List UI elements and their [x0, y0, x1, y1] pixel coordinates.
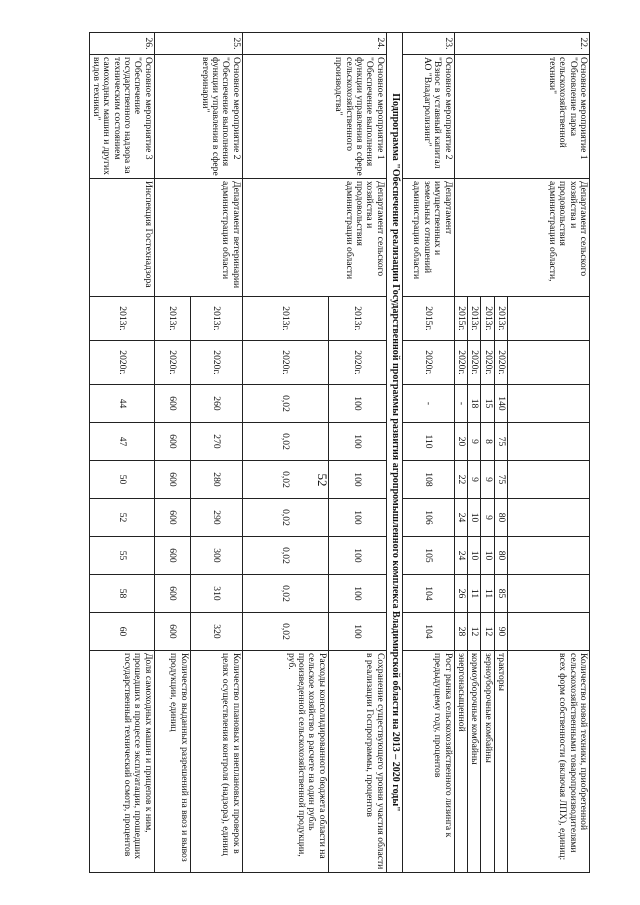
- indicator-value: 24: [454, 499, 467, 537]
- table-row: [508, 33, 590, 873]
- indicator-name: Количество новой техники, приобретенной сельскохозяйственными товаропроизводителями всех форм собственности (включая ЛПХ), единиц:: [508, 651, 590, 873]
- period-end: 2020г.: [89, 341, 154, 385]
- indicator-value: 11: [481, 575, 494, 613]
- period-end: 2020г.: [454, 341, 467, 385]
- indicator-value: 100: [328, 461, 386, 499]
- section-row: [386, 33, 402, 873]
- indicator-value: 320: [190, 613, 242, 651]
- indicator-value: [508, 575, 590, 613]
- event-name: Основное мероприятие 2 "Обеспечение выполнения функции управления в сфере ветеринарии": [154, 55, 242, 179]
- indicator-value: 0,02: [242, 537, 328, 575]
- row-number: 25.: [154, 33, 242, 55]
- indicator-name: зерноуборочные комбайны: [481, 651, 494, 873]
- indicator-value: 0,02: [242, 575, 328, 613]
- period-end: 2020г.: [494, 341, 507, 385]
- indicator-value: [508, 613, 590, 651]
- table-row: [402, 33, 454, 873]
- indicator-value: 600: [154, 423, 190, 461]
- row-number: 22.: [454, 33, 589, 55]
- indicator-value: 110: [402, 423, 454, 461]
- event-name: Основное мероприятие 2 "Взнос в уставный капитал АО "Владагролизинг": [402, 55, 454, 179]
- indicator-value: 108: [402, 461, 454, 499]
- indicator-value: 22: [454, 461, 467, 499]
- table-row: [328, 33, 386, 873]
- indicator-value: 0,02: [242, 461, 328, 499]
- indicator-value: 58: [89, 575, 154, 613]
- indicator-value: 75: [494, 423, 507, 461]
- period-end: 2020г.: [328, 341, 386, 385]
- indicator-value: [508, 499, 590, 537]
- row-number: 26.: [89, 33, 154, 55]
- indicator-value: 0,02: [242, 385, 328, 423]
- indicator-value: 310: [190, 575, 242, 613]
- indicator-value: 104: [402, 575, 454, 613]
- period-start: [508, 297, 590, 341]
- period-end: 2020г.: [242, 341, 328, 385]
- indicator-value: 600: [154, 537, 190, 575]
- indicator-value: 0,02: [242, 499, 328, 537]
- indicator-value: 8: [481, 423, 494, 461]
- indicator-value: 12: [467, 613, 480, 651]
- program-table: [89, 32, 590, 873]
- indicator-value: 20: [454, 423, 467, 461]
- indicator-value: 100: [328, 423, 386, 461]
- period-start: 2013г.: [154, 297, 190, 341]
- indicator-value: 9: [467, 461, 480, 499]
- indicator-value: 100: [328, 385, 386, 423]
- indicator-value: 10: [467, 499, 480, 537]
- period-start: 2015г.: [402, 297, 454, 341]
- period-start: 2013г.: [242, 297, 328, 341]
- indicator-value: 85: [494, 575, 507, 613]
- period-start: 2013г.: [89, 297, 154, 341]
- row-number: 23.: [402, 33, 454, 55]
- indicator-value: 80: [494, 537, 507, 575]
- period-start: 2015г.: [454, 297, 467, 341]
- indicator-value: 11: [467, 575, 480, 613]
- indicator-name: Количество выданных разрешений на ввоз и вывоз продукции, единиц: [154, 651, 190, 873]
- indicator-value: 47: [89, 423, 154, 461]
- indicator-value: 100: [328, 537, 386, 575]
- indicator-value: 260: [190, 385, 242, 423]
- indicator-value: 100: [328, 575, 386, 613]
- rotated-table-container: [50, 32, 590, 872]
- indicator-value: 106: [402, 499, 454, 537]
- indicator-name: энергонасыщенной: [454, 651, 467, 873]
- indicator-value: 9: [481, 499, 494, 537]
- table-row: [89, 33, 154, 873]
- indicator-value: [508, 537, 590, 575]
- indicator-value: 18: [467, 385, 480, 423]
- executor-name: Департамент сельского хозяйства и продовольствия администрации области,: [454, 179, 589, 297]
- indicator-value: 9: [481, 461, 494, 499]
- indicator-value: 90: [494, 613, 507, 651]
- page-number: 52: [315, 473, 330, 487]
- indicator-value: 0,02: [242, 613, 328, 651]
- indicator-value: 24: [454, 537, 467, 575]
- indicator-value: 80: [494, 499, 507, 537]
- period-end: [508, 341, 590, 385]
- indicator-value: 12: [481, 613, 494, 651]
- indicator-name: Сохранение существующего уровня участия области в реализации Госпрограммы, процентов: [328, 651, 386, 873]
- period-start: 2013г.: [190, 297, 242, 341]
- period-start: 2013г.: [328, 297, 386, 341]
- indicator-value: 10: [481, 537, 494, 575]
- indicator-value: [508, 423, 590, 461]
- executor-name: Инспекция Гостехнадзора: [89, 179, 154, 297]
- indicator-name: Доля самоходных машин и прицепов к ним, прошедших в процессе эксплуатации, прошедших государственный технический осмотр, процентов: [89, 651, 154, 873]
- indicator-value: 100: [328, 613, 386, 651]
- event-name: Основное мероприятие 1 "Обновление парка сельскохозяйственной техники": [454, 55, 589, 179]
- indicator-value: [508, 461, 590, 499]
- indicator-value: -: [402, 385, 454, 423]
- indicator-value: 104: [402, 613, 454, 651]
- indicator-value: 600: [154, 575, 190, 613]
- indicator-value: 28: [454, 613, 467, 651]
- indicator-name: Рост рынка сельскохозяйственного лизинга к предыдущему году, процентов: [402, 651, 454, 873]
- section-title: Подпрограмма "Обеспечение реализации Государственной программы развития агропромышленного комплекса Владимирской области на 2013 – 2020 годы": [386, 33, 402, 873]
- indicator-value: 105: [402, 537, 454, 575]
- indicator-value: 140: [494, 385, 507, 423]
- indicator-value: 50: [89, 461, 154, 499]
- period-start: 2013г.: [494, 297, 507, 341]
- period-end: 2020г.: [481, 341, 494, 385]
- event-name: Основное мероприятие 1 "Обеспечение выполнения функции управления в сфере сельскохозяйственного производства": [242, 55, 386, 179]
- indicator-name: Количество плановых и внеплановых проверок в целях осуществления контроля (надзора), единиц: [190, 651, 242, 873]
- indicator-value: 0,02: [242, 423, 328, 461]
- indicator-value: 280: [190, 461, 242, 499]
- indicator-value: 600: [154, 385, 190, 423]
- period-end: 2020г.: [402, 341, 454, 385]
- indicator-value: 44: [89, 385, 154, 423]
- event-name: Основное мероприятие 3 "Обеспечение государственного надзора за техническим состоянием самоходных машин и других видов техники": [89, 55, 154, 179]
- row-number: 24.: [242, 33, 386, 55]
- period-start: 2013г.: [467, 297, 480, 341]
- indicator-value: 300: [190, 537, 242, 575]
- indicator-value: 52: [89, 499, 154, 537]
- indicator-value: 270: [190, 423, 242, 461]
- indicator-name: тракторы: [494, 651, 507, 873]
- indicator-value: [508, 385, 590, 423]
- indicator-value: 26: [454, 575, 467, 613]
- indicator-value: -: [454, 385, 467, 423]
- period-end: 2020г.: [154, 341, 190, 385]
- indicator-value: 60: [89, 613, 154, 651]
- executor-name: Департамент ветеринарии администрации области: [154, 179, 242, 297]
- table-row: [190, 33, 242, 873]
- indicator-value: 600: [154, 461, 190, 499]
- indicator-value: 15: [481, 385, 494, 423]
- indicator-value: 9: [467, 423, 480, 461]
- indicator-value: 75: [494, 461, 507, 499]
- period-end: 2020г.: [190, 341, 242, 385]
- indicator-value: 290: [190, 499, 242, 537]
- period-start: 2013г.: [481, 297, 494, 341]
- indicator-value: 600: [154, 613, 190, 651]
- period-end: 2020г.: [467, 341, 480, 385]
- table-body: [89, 33, 589, 873]
- indicator-name: кормоуборочные комбайны: [467, 651, 480, 873]
- indicator-value: 10: [467, 537, 480, 575]
- indicator-name: Расходы консолидированного бюджета области на сельское хозяйство в расчете на один рубль произведенной сельскохозяйственной продукции, руб.: [242, 651, 328, 873]
- executor-name: Департамент сельского хозяйства и продовольствия администрации области: [242, 179, 386, 297]
- indicator-value: 55: [89, 537, 154, 575]
- indicator-value: 100: [328, 499, 386, 537]
- executor-name: Департамент имущественных и земельных отношений администрации области: [402, 179, 454, 297]
- indicator-value: 600: [154, 499, 190, 537]
